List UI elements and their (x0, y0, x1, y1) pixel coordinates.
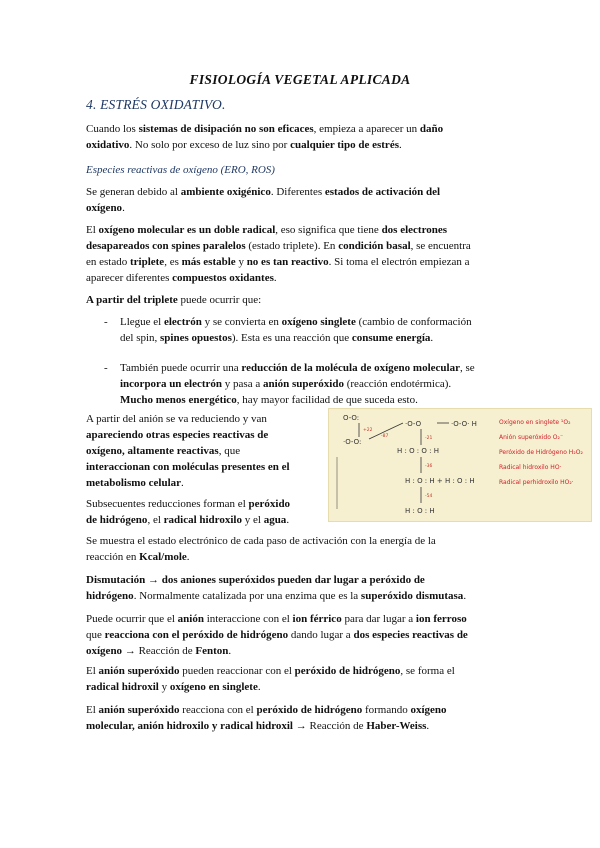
legend-superoxide: Anión superóxido O₂⁻ (499, 434, 564, 441)
paragraph-anion: A partir del anión se va reduciendo y van apareciendo otras especies reactivas de oxígeno, altamente reactivas, que interaccionan con moléculas presentes en el metabolismo celular. (86, 413, 290, 489)
diagram-energy-1: +22 (363, 428, 373, 433)
diagram-formula-singlet-right: ·O-O· H (451, 420, 477, 428)
diagram-energy-2: -87 (381, 434, 389, 439)
legend-peroxide: Peróxido de Hidrógeno H₂O₂ (499, 449, 583, 456)
diagram-energy-4: -36 (425, 464, 433, 469)
paragraph-electronic-state: Se muestra el estado electrónico de cada paso de activación con la energía de la reacción en Kcal/mole. (86, 535, 436, 563)
legend-singlet: Oxígeno en singlete ¹O₂ (499, 419, 571, 426)
paragraph-intro: Cuando los sistemas de disipación no son eficaces, empieza a aparecer un daño oxidativo. No solo por exceso de luz sino por cualquier tipo de estrés. (86, 123, 444, 151)
page-title: FISIOLOGÍA VEGETAL APLICADA (189, 72, 411, 87)
paragraph-haber-weiss: El anión superóxido reacciona con el peróxido de hidrógeno formando oxígeno molecular, anión hidroxilo y radical hidroxil → Reacción de Haber-Weiss. (86, 704, 447, 732)
paragraph-reductions: Subsecuentes reducciones forman el peróxido de hidrógeno, el radical hidroxilo y el agua. (86, 498, 291, 526)
subheading-ros: Especies reactivas de oxígeno (ERO, ROS) (86, 164, 275, 176)
diagram-formula-triplet: O-O: (343, 414, 360, 422)
legend-hydroxyl: Radical hidroxilo HO· (499, 464, 562, 471)
legend-perhydroxyl: Radical perhidroxilo HO₂· (499, 479, 574, 486)
diagram-energy-3: -21 (425, 436, 433, 441)
paragraph-triplet: A partir del triplete puede ocurrir que: (86, 294, 262, 306)
paragraph-dismutation: Dismutación → dos aniones superóxidos pueden dar lugar a peróxido de hidrógeno. Normalmente catalizada por una enzima que es la superóxido dismutasa. (86, 574, 467, 602)
diagram-energy-5: -54 (425, 494, 433, 499)
diagram-formula-hydroxyl: H : O : H + H : O : H (405, 477, 475, 485)
diagram-formula-water: H : O : H (405, 507, 435, 515)
section-heading: 4. ESTRÉS OXIDATIVO. (86, 97, 226, 112)
diagram-formula-peroxide: H : O : O : H (397, 447, 439, 455)
diagram-formula-singlet-left: ·O-O (405, 420, 422, 428)
paragraph-molecular-oxygen: El oxígeno molecular es un doble radical, eso significa que tiene dos electrones desapareados con spines paralelos (estado triplete). En condición basal, se encuentra en estado triplete, es más estable y no es tan reactivo. Si toma el electrón empiezan a aparecer diferentes compuestos oxidantes. (86, 224, 471, 284)
diagram-formula-superoxide: ·O-O: (343, 438, 362, 446)
paragraph-fenton: Puede ocurrir que el anión interaccione con el ion férrico para dar lugar a ion ferroso que reacciona con el peróxido de hidrógeno dando lugar a dos especies reactivas de oxígeno → Reacción de Fenton. (86, 613, 468, 657)
paragraph-superoxide-peroxide: El anión superóxido pueden reaccionar con el peróxido de hidrógeno, se forma el radical hidroxil y oxígeno en singlete. (86, 665, 455, 693)
paragraph-generation: Se generan debido al ambiente oxigénico. Diferentes estados de activación del oxígeno. (86, 186, 441, 214)
document-page: FISIOLOGÍA VEGETAL APLICADA 4. ESTRÉS OXIDATIVO. Cuando los sistemas de disipación no son eficaces, empieza a aparecer un daño oxidativo. No solo por exceso de luz sino por cualquier tipo de estrés. Especies reactivas de oxígeno (ERO, ROS) Se generan debido al ambiente oxigénico. Diferentes estados de activación del oxígeno. El oxígeno molecular es un doble radical, eso significa que tiene dos electrones desapareados con spines paralelos (estado triplete). En condición basal, se encuentra en estado triplete, es más estable y no es tan reactivo. Si toma el electrón empiezan a aparecer diferentes compuestos oxidantes. A partir del triplete puede ocurrir que: - Llegue el electrón y se convierta en oxígeno singlete (cambio de conformación del spin, spines opuestos). Esta es una reacción que consume energía. - También puede ocurrir una reducción de la molécula de oxígeno molecular, se incorpora un electrón y pasa a anión superóxido (reacción endotérmica). Mucho menos energético, hay mayor facilidad de que suceda esto. A partir del anión se va reduciendo y van apareciendo otras especies reactivas de oxígeno, altamente reactivas, que interaccionan con moléculas presentes en el metabolismo celular. Subsecuentes reducciones forman el peróxido de hidrógeno, el radical hidroxilo y el agua. O-O: ·O-O ·O-O· H ·O-O: H : O : O : H H : O : H + H : O : H H : O : H +22 -87 -21 -36 -54 Oxígeno en singlete ¹O₂ Anión superóxido O₂⁻ Peróxido de Hidrógeno H₂O₂ Radical hidroxilo HO· Radical perhidroxilo HO₂· Se muestra el estado electrónico de cada paso de activación con la energía de la reacción en Kcal/mole. Dismutación → dos aniones superóxidos pueden dar lugar a peróxido de hidrógeno. Normalmente catalizada por una enzima que es la superóxido dismutasa. Puede ocurrir que el anión interaccione con el ion férrico para dar lugar a ion ferroso que reacciona con el peróxido de hidrógeno dando lugar a dos especies reactivas de oxígeno → Reacción de Fenton. El anión superóxido pueden reaccionar con el peróxido de hidrógeno, se forma el radical hidroxil y oxígeno en singlete. El anión superóxido reacciona con el peróxido de hidrógeno formando oxígeno molecular, anión hidroxilo y radical hidroxil → Reacción de Haber-Weiss. (0, 0, 600, 848)
oxygen-activation-diagram (328, 408, 592, 522)
